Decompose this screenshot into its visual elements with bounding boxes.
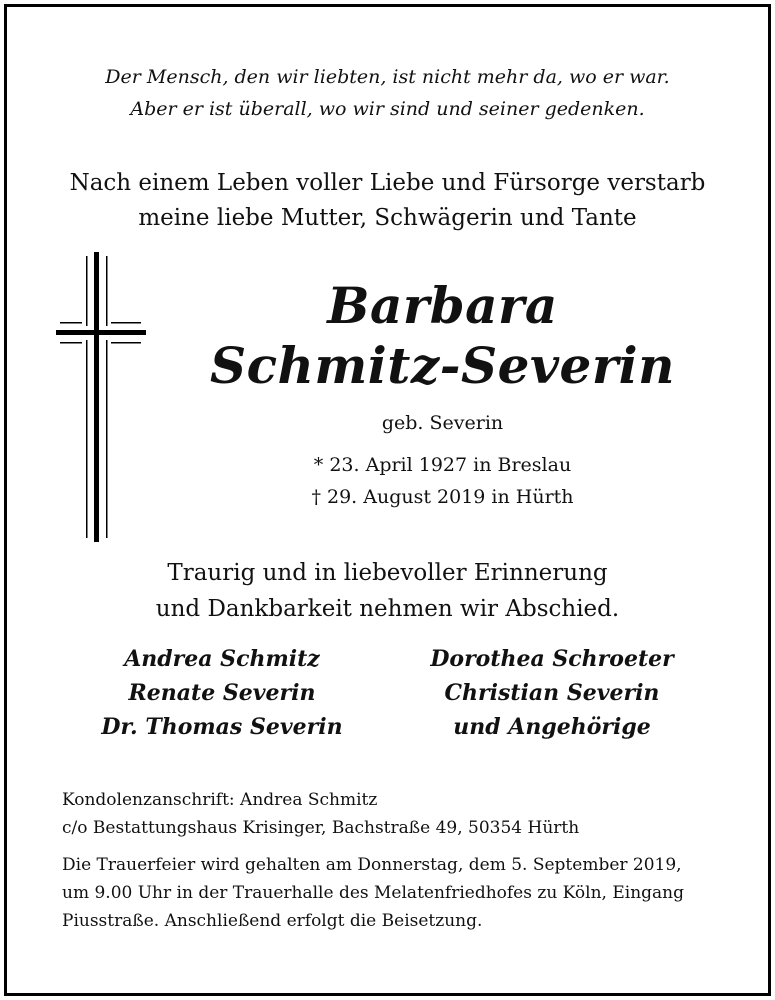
mourner-right-1: Dorothea Schroeter: [430, 646, 674, 672]
closing-line-2: und Dankbarkeit nehmen wir Abschied.: [155, 596, 620, 622]
intro-line-1: Nach einem Leben voller Liebe und Fürsorge verstarb: [69, 170, 706, 196]
intro-line-2: meine liebe Mutter, Schwägerin und Tante: [138, 205, 637, 231]
mourner-left-1: Andrea Schmitz: [124, 646, 320, 672]
motto-line-1: Der Mensch, den wir liebten, ist nicht mehr da, wo er war.: [105, 66, 670, 88]
death-date: † 29. August 2019 in Hürth: [311, 486, 574, 508]
deceased-first-name: Barbara: [327, 276, 558, 335]
birth-date: * 23. April 1927 in Breslau: [313, 454, 572, 476]
mourner-right-3: und Angehörige: [453, 714, 651, 740]
funeral-service-line-1: Die Trauerfeier wird gehalten am Donnerstag, dem 5. September 2019,: [62, 855, 682, 875]
mourner-right-2: Christian Severin: [444, 680, 660, 706]
condolence-address-line-1: Kondolenzanschrift: Andrea Schmitz: [62, 790, 378, 810]
closing-line-1: Traurig und in liebevoller Erinnerung: [167, 560, 608, 586]
mourner-left-3: Dr. Thomas Severin: [101, 714, 343, 740]
condolence-address-line-2: c/o Bestattungshaus Krisinger, Bachstraße 49, 50354 Hürth: [62, 818, 580, 838]
funeral-service-line-2: um 9.00 Uhr in der Trauerhalle des Melatenfriedhofes zu Köln, Eingang: [62, 883, 684, 903]
deceased-last-name: Schmitz-Severin: [209, 336, 676, 395]
maiden-name: geb. Severin: [381, 412, 504, 434]
mourner-left-2: Renate Severin: [128, 680, 316, 706]
funeral-service-line-3: Piusstraße. Anschließend erfolgt die Beisetzung.: [62, 911, 483, 931]
motto-line-2: Aber er ist überall, wo wir sind und seiner gedenken.: [130, 98, 645, 120]
